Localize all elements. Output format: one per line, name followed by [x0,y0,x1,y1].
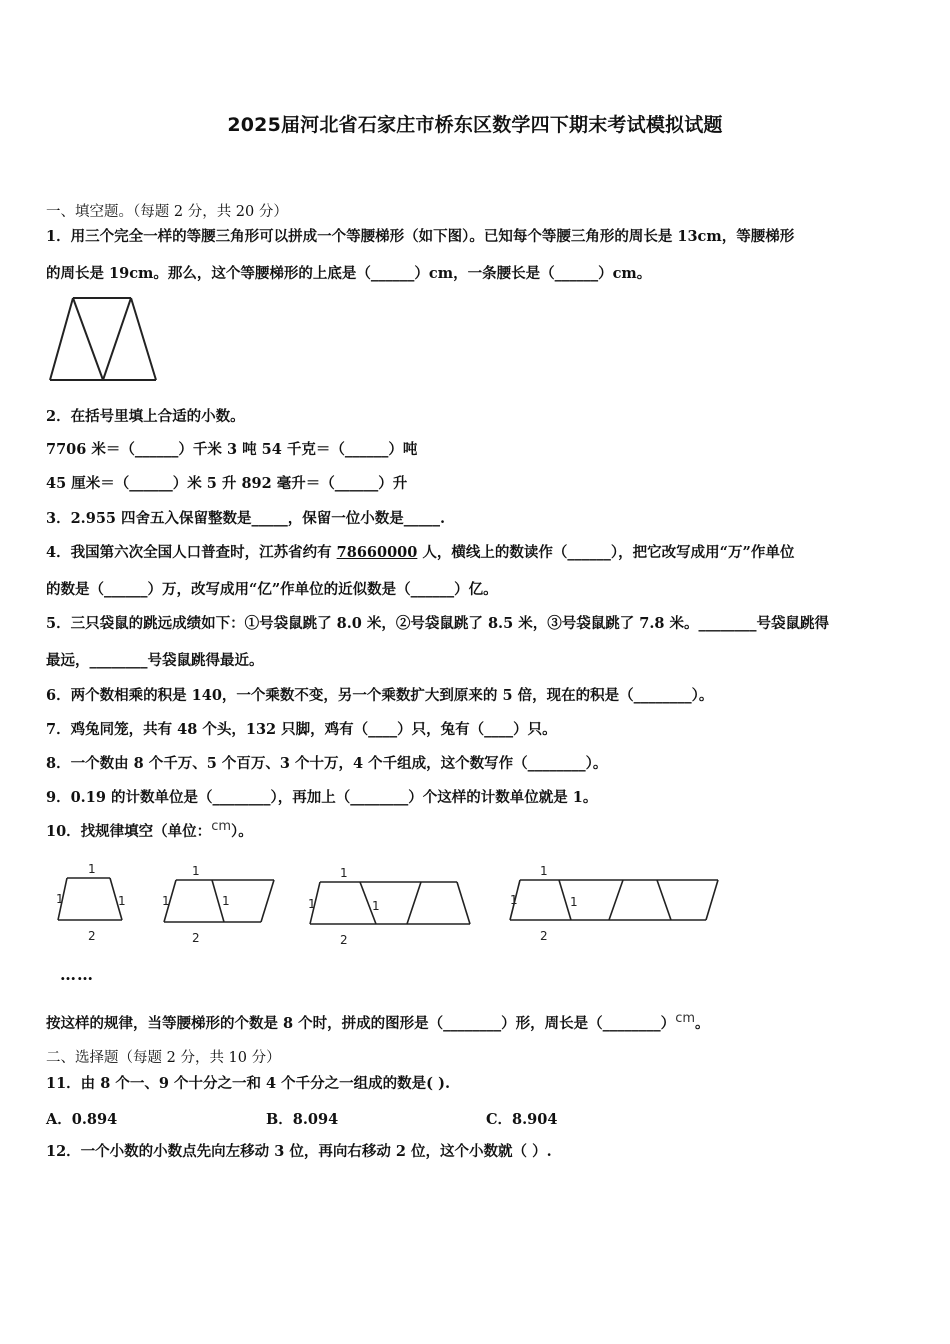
label-bottom-3: 2 [340,933,348,947]
page-title: 2025届河北省石家庄市桥东区数学四下期末考试模拟试题 [227,114,723,136]
q10-text-post: ）。 [231,823,253,840]
q10-unit: cm [211,819,231,834]
q1-line2: 的周长是 19cm。那么，这个等腰梯形的上底是（______）cm，一条腰长是（______）cm。 [46,265,652,282]
q10-text-pre: 10．找规律填空（单位： [46,823,212,840]
label-inner-2: 1 [222,894,230,908]
label-inner-3: 1 [372,899,380,913]
q11-option-c[interactable]: C．8.904 [486,1111,558,1128]
label-top-4: 1 [540,864,548,878]
section-heading-fill-in: 一、填空题。（每题 2 分，共 20 分） [46,204,288,220]
continuation-dots: …… [60,965,94,984]
label-bottom-1: 2 [88,929,96,943]
q9-line1: 9．0.19 的计数单位是（________），再加上（________）个这样的计数单位就是 1。 [46,789,598,806]
q1-trapezoid-figure [46,294,161,386]
q12-line1: 12．一个小数的小数点先向左移动 3 位，再向右移动 2 位，这个小数就（ ）. [46,1143,552,1160]
label-bottom-4: 2 [540,929,548,943]
q10-answer-post: 。 [695,1015,710,1032]
q3-line1: 3．2.955 四舍五入保留整数是_____，保留一位小数是_____. [46,510,446,527]
q6-line1: 6．两个数相乘的积是 140，一个乘数不变，另一个乘数扩大到原来的 5 倍，现在的积是（________）。 [46,687,714,704]
pattern-shape-2 [164,880,274,922]
q4-text-post: 人，横线上的数读作（______），把它改写成用“万”作单位 [417,544,795,561]
q4-text-pre: 4．我国第六次全国人口普查时，江苏省约有 [46,544,337,561]
label-top-2: 1 [192,864,200,878]
pattern-shape-4 [510,880,718,920]
q2-line1: 2．在括号里填上合适的小数。 [46,408,245,425]
q10-line1 [46,819,253,843]
q4-underlined-number: 78660000 [336,544,418,561]
label-left-3: 1 [308,897,316,911]
q10-answer-pre: 按这样的规律，当等腰梯形的个数是 8 个时，拼成的图形是（________）形，周长是（________） [46,1015,676,1032]
q4-line2: 的数是（______）万，改写成用“亿”作单位的近似数是（______）亿。 [46,581,498,598]
label-right-1: 1 [118,894,126,908]
q11-line1: 11．由 8 个一、9 个十分之一和 4 个千分之一组成的数是( ). [46,1075,451,1092]
q10-answer-unit: cm [675,1011,695,1026]
inner-edge-right [103,298,131,380]
pattern-shape-1 [58,878,122,920]
section-heading-choice: 二、选择题（每题 2 分，共 10 分） [46,1050,281,1066]
q2-line2: 7706 米＝（______）千米 3 吨 54 千克＝（______）吨 [46,441,418,458]
q11-option-a[interactable]: A．0.894 [46,1111,118,1128]
q8-line1: 8．一个数由 8 个千万、5 个百万、3 个十万，4 个千组成，这个数写作（________）。 [46,755,608,772]
label-inner-4: 1 [570,895,578,909]
label-top-1: 1 [88,862,96,876]
q11-option-b[interactable]: B．8.094 [266,1111,339,1128]
label-left-1: 1 [56,892,64,906]
q7-line1: 7．鸡兔同笼，共有 48 个头，132 只脚，鸡有（____）只，兔有（____）只。 [46,721,557,738]
q5-line1: 5．三只袋鼠的跳远成绩如下：①号袋鼠跳了 8.0 米，②号袋鼠跳了 8.5 米，③号袋鼠跳了 7.8 米。________号袋鼠跳得 [46,615,830,632]
pattern-shape-3 [310,882,470,924]
q1-line1: 1．用三个完全一样的等腰三角形可以拼成一个等腰梯形（如下图）。已知每个等腰三角形的周长是 13cm，等腰梯形 [46,228,795,245]
q5-line2: 最远，________号袋鼠跳得最近。 [46,652,264,669]
label-bottom-2: 2 [192,931,200,945]
trapezoid-right-leg [131,298,156,380]
label-top-3: 1 [340,866,348,880]
label-left-4: 1 [510,893,518,907]
q4-line1 [46,543,794,563]
label-left-2: 1 [162,894,170,908]
q10-answer-line [46,1011,710,1035]
inner-edge-left [73,298,103,380]
trapezoid-left-leg [50,298,73,380]
q10-pattern-figure [46,858,726,948]
q2-line3: 45 厘米＝（______）米 5 升 892 毫升＝（______）升 [46,475,408,492]
